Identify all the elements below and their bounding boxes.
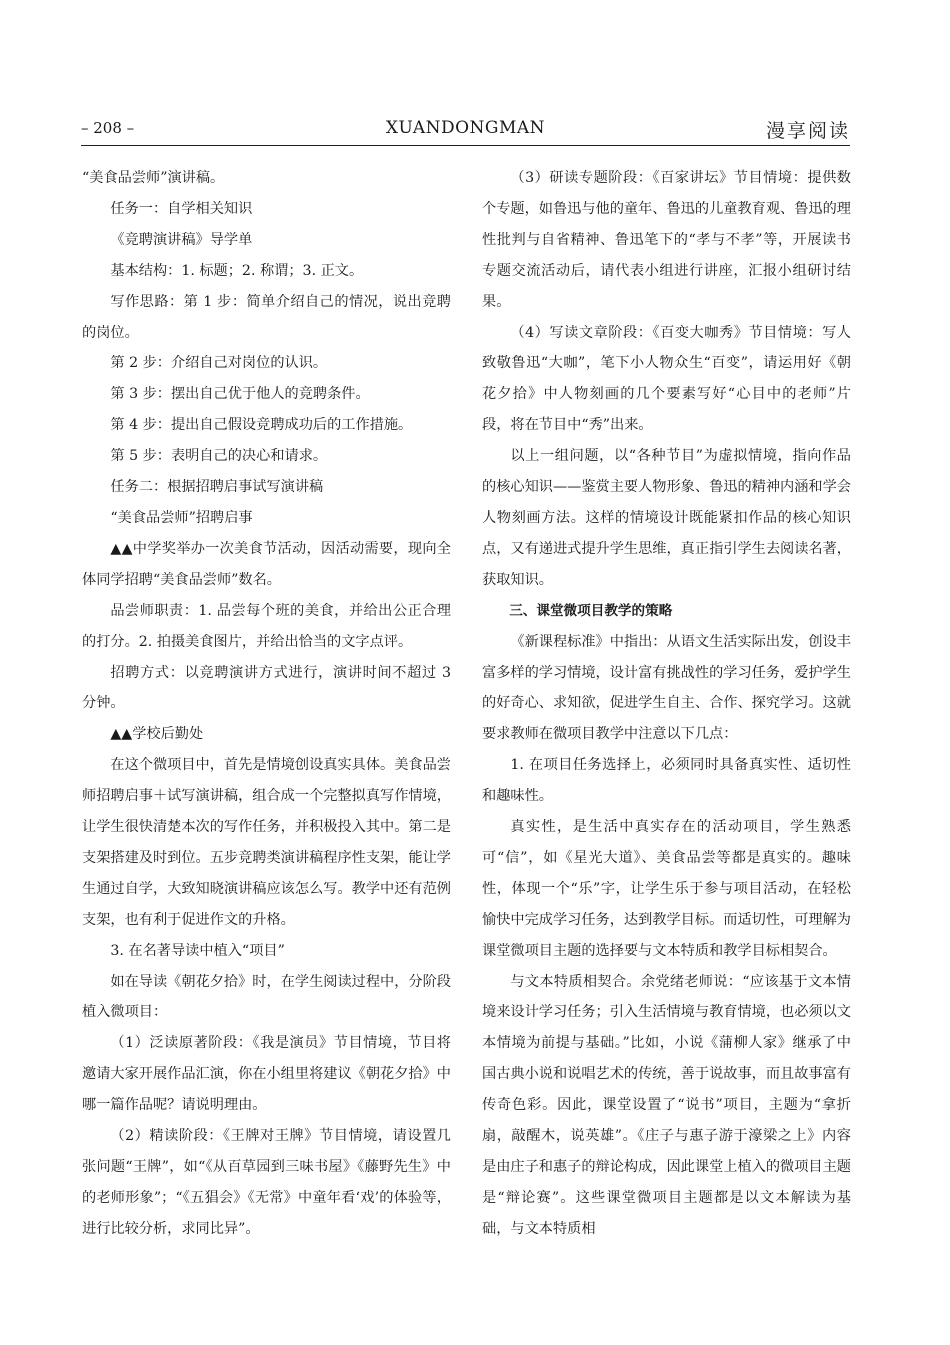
- paragraph: 第 3 步：摆出自己优于他人的竞聘条件。: [110, 386, 370, 403]
- header-rule: [81, 145, 850, 146]
- paragraph: 在这个微项目中，首先是情境创设真实具体。美食品尝师招聘启事＋试写演讲稿，组合成一个完整拟真写作情境，让学生很快清楚本次的写作任务，并积极投入其中。第二是支架搭建及时到位。五步竞聘类演讲稿程序性支架，能让学生通过自学，大致知晓演讲稿应该怎么写。教学中还有范例支架，也有利于促进作文的升格。: [82, 757, 451, 928]
- paragraph: 第 2 步：介绍自己对岗位的认识。: [110, 355, 328, 372]
- paragraph: （2）精读阶段：《王牌对王牌》节目情境，请设置几张问题“王牌”，如“《从百草园到三味书屋》《藤野先生》中的老师形象”；“《五猖会》《无常》中童年看‘戏’的体验等，进行比较分析，求同比异”。: [82, 1128, 451, 1237]
- paragraph: “美食品尝师”演讲稿。: [82, 170, 225, 186]
- paragraph: 3. 在名著导读中植入“项目”: [110, 942, 285, 959]
- paragraph: 品尝师职责：1. 品尝每个班的美食，并给出公正合理的打分。2. 拍摄美食图片，并给出恰当的文字点评。: [82, 602, 451, 650]
- section-heading: 三、课堂微项目教学的策略: [509, 602, 673, 619]
- paragraph: 以上一组问题，以“各种节目”为虚拟情境，指向作品的核心知识——鉴赏主要人物形象、鲁迅的精神内涵和学会人物刻画方法。这样的情境设计既能紧扣作品的核心知识点，又有递进式提升学生思维，真正指引学生去阅读名著，获取知识。: [482, 448, 851, 588]
- paragraph: 《新课程标准》中指出：从语文生活实际出发，创设丰富多样的学习情境，设计富有挑战性的学习任务，爱护学生的好奇心、求知欲，促进学生自主、合作、探究学习。这就要求教师在微项目教学中注意以下几点：: [482, 633, 851, 743]
- paragraph: 第 4 步：提出自己假设竞聘成功后的工作措施。: [110, 417, 413, 434]
- section-title: 漫享阅读: [765, 120, 850, 142]
- paragraph: 与文本特质相契合。余党绪老师说：“应该基于文本情境来设计学习任务；引入生活情境与教育情境，也必须以文本情境为前提与基础。”比如，小说《蒲柳人家》继承了中国古典小说和说唱艺术的传统，善于说故事，而且故事富有传奇色彩。因此，课堂设置了“说书”项目，主题为“拿折扇，敲醒木，说英雄”。《庄子与惠子游于濠梁之上》内容是由庄子和惠子的辩论构成，因此课堂上植入的微项目主题是“辩论赛”。这些课堂微项目主题都是以文本解读为基础，与文本特质相: [482, 973, 851, 1237]
- paragraph: “美食品尝师”招聘启事: [110, 509, 253, 526]
- paragraph: 招聘方式：以竞聘演讲方式进行，演讲时间不超过 3 分钟。: [82, 664, 451, 712]
- paragraph: 任务二：根据招聘启事试写演讲稿: [110, 479, 324, 496]
- paragraph: 第 5 步：表明自己的决心和请求。: [110, 448, 328, 465]
- paragraph: 《竞聘演讲稿》导学单: [110, 231, 253, 248]
- paragraph: 写作思路：第 1 步：简单介绍自己的情况，说出竞聘的岗位。: [82, 293, 451, 341]
- journal-title: XUANDONGMAN: [385, 118, 546, 138]
- paragraph: （3）研读专题阶段：《百家讲坛》节目情境：提供数个专题，如鲁迅与他的童年、鲁迅的儿童教育观、鲁迅的理性批判与自省精神、鲁迅笔下的“孝与不孝”等，开展读书专题交流活动后，请代表小组进行讲座，汇报小组研讨结果。: [482, 170, 851, 310]
- paragraph: 任务一：自学相关知识: [110, 200, 253, 217]
- paragraph: ▲▲学校后勤处: [110, 726, 204, 743]
- running-header: [81, 117, 850, 147]
- page-number: – 208 –: [81, 119, 135, 137]
- paragraph: （4）写读文章阶段：《百变大咖秀》节目情境：写人致敬鲁迅“大咖”，笔下小人物众生“百变”，请运用好《朝花夕拾》中人物刻画的几个要素写好“心目中的老师”片段，将在节目中“秀”出来。: [482, 324, 851, 434]
- left-column: [82, 163, 451, 1245]
- paragraph: ▲▲中学奖举办一次美食节活动，因活动需要，现向全体同学招聘“美食品尝师”数名。: [82, 540, 451, 588]
- paragraph: 基本结构：1. 标题；2. 称谓；3. 正文。: [110, 262, 364, 279]
- paragraph: 1. 在项目任务选择上，必须同时具备真实性、适切性和趣味性。: [482, 757, 851, 805]
- paragraph: 真实性，是生活中真实存在的活动项目，学生熟悉可“信”，如《星光大道》、美食品尝等都是真实的。趣味性，体现一个“乐”字，让学生乐于参与项目活动，在轻松愉快中完成学习任务，达到教学目标。而适切性，可理解为课堂微项目主题的选择要与文本特质和教学目标相契合。: [482, 819, 851, 959]
- paragraph: （1）泛读原著阶段：《我是演员》节目情境，节目将邀请大家开展作品汇演，你在小组里将建议《朝花夕拾》中哪一篇作品呢？请说明理由。: [82, 1035, 451, 1114]
- paragraph: 如在导读《朝花夕拾》时，在学生阅读过程中，分阶段植入微项目：: [82, 973, 451, 1021]
- right-column: [482, 163, 851, 1245]
